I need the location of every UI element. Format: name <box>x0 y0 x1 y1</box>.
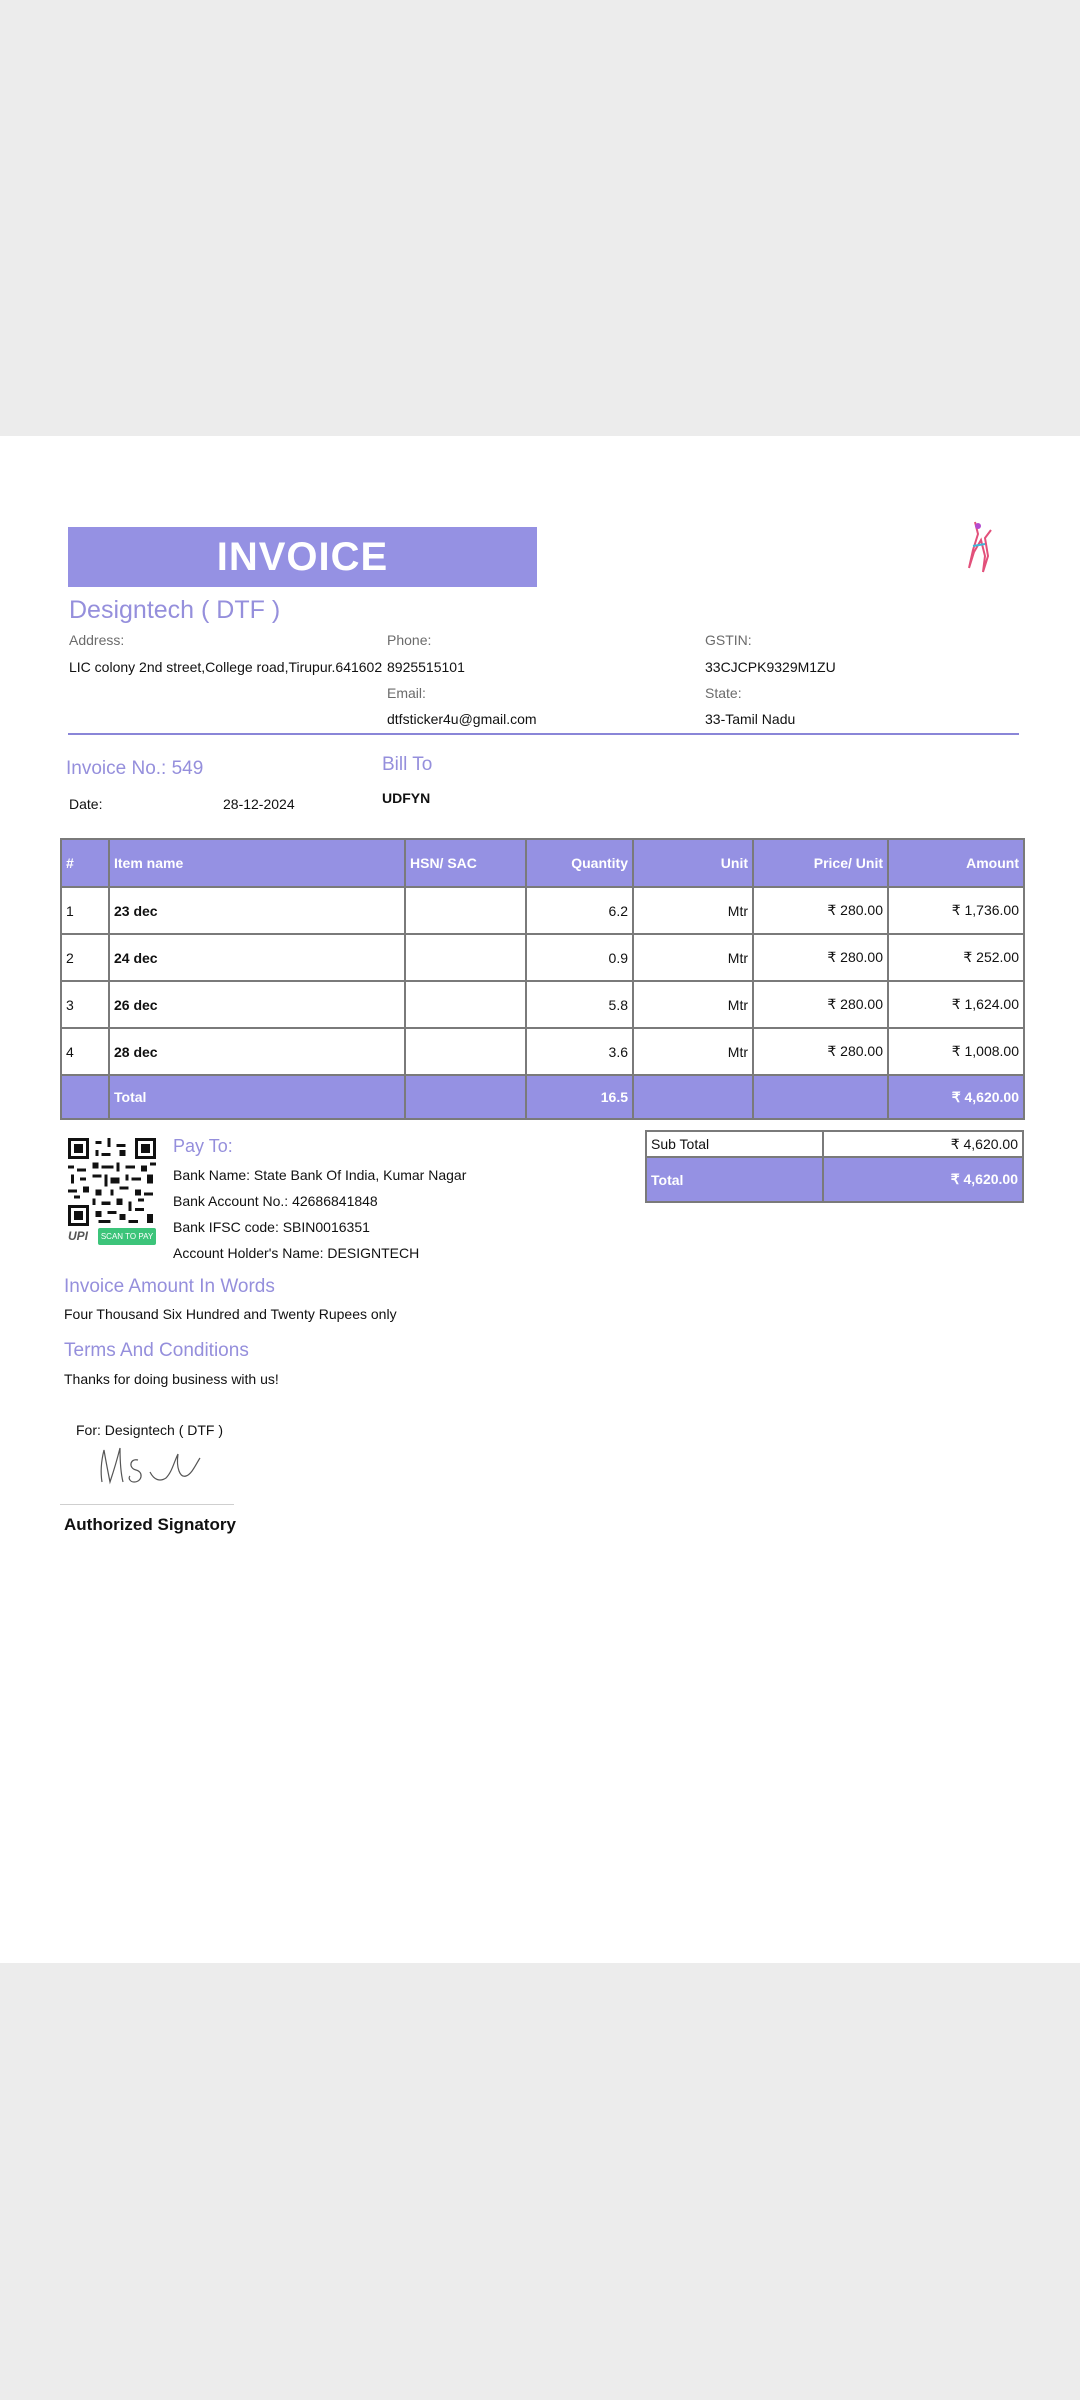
payment-qr-code <box>68 1138 156 1226</box>
phone-label: Phone: <box>387 632 432 648</box>
date-value: 28-12-2024 <box>223 796 295 812</box>
row-number: 4 <box>61 1028 109 1075</box>
col-header-amount: Amount <box>888 839 1024 887</box>
item-unit: Mtr <box>633 887 753 934</box>
col-header-unit: Unit <box>633 839 753 887</box>
business-name: Designtech ( DTF ) <box>69 596 281 624</box>
table-row <box>61 981 1024 1028</box>
summary-table <box>645 1130 1024 1203</box>
upi-logo: UPI <box>68 1229 89 1243</box>
item-hsn <box>405 887 526 934</box>
total-quantity: 16.5 <box>526 1075 633 1119</box>
item-hsn <box>405 981 526 1028</box>
authorized-signatory-label: Authorized Signatory <box>64 1515 236 1534</box>
bank-account-number: Bank Account No.: 42686841848 <box>173 1193 378 1209</box>
total-row-blank <box>61 1075 109 1119</box>
business-logo <box>955 516 1001 576</box>
item-quantity: 0.9 <box>526 934 633 981</box>
pay-to-label: Pay To: <box>173 1136 233 1156</box>
total-amount: ₹ 4,620.00 <box>888 1075 1024 1119</box>
email-value: dtfsticker4u@gmail.com <box>387 711 537 727</box>
item-name: 24 dec <box>109 934 405 981</box>
amount-in-words-text: Four Thousand Six Hundred and Twenty Rupees only <box>64 1306 397 1322</box>
row-number: 2 <box>61 934 109 981</box>
address-label: Address: <box>69 632 125 648</box>
table-row <box>61 887 1024 934</box>
signature-image <box>90 1442 210 1494</box>
item-amount: ₹ 1,736.00 <box>888 887 1024 934</box>
account-holder-name: Account Holder's Name: DESIGNTECH <box>173 1245 420 1261</box>
email-label: Email: <box>387 685 426 701</box>
item-amount: ₹ 252.00 <box>888 934 1024 981</box>
bank-name: Bank Name: State Bank Of India, Kumar Nagar <box>173 1167 467 1183</box>
terms-text: Thanks for doing business with us! <box>64 1371 279 1387</box>
row-number: 3 <box>61 981 109 1028</box>
item-hsn <box>405 1028 526 1075</box>
row-number: 1 <box>61 887 109 934</box>
item-name: 26 dec <box>109 981 405 1028</box>
total-label: Total <box>109 1075 405 1119</box>
gstin-value: 33CJCPK9329M1ZU <box>705 659 836 675</box>
items-total-row <box>61 1075 1024 1119</box>
summary-total-row <box>646 1157 1023 1202</box>
bank-ifsc-code: Bank IFSC code: SBIN0016351 <box>173 1219 370 1235</box>
item-price: ₹ 280.00 <box>753 887 888 934</box>
col-header-quantity: Quantity <box>526 839 633 887</box>
total-hsn-blank <box>405 1075 526 1119</box>
subtotal-row <box>646 1131 1023 1157</box>
state-value: 33-Tamil Nadu <box>705 711 796 727</box>
item-name: 23 dec <box>109 887 405 934</box>
total-unit-blank <box>633 1075 753 1119</box>
invoice-page <box>0 436 1080 1963</box>
col-header-price: Price/ Unit <box>753 839 888 887</box>
item-unit: Mtr <box>633 934 753 981</box>
summary-total-label: Total <box>646 1157 823 1202</box>
address-value: LIC colony 2nd street,College road,Tirupur.641602 <box>69 659 383 675</box>
col-header-hsn: HSN/ SAC <box>405 839 526 887</box>
invoice-number: Invoice No.: 549 <box>66 758 204 779</box>
item-quantity: 5.8 <box>526 981 633 1028</box>
gstin-label: GSTIN: <box>705 632 752 648</box>
item-price: ₹ 280.00 <box>753 1028 888 1075</box>
item-name: 28 dec <box>109 1028 405 1075</box>
subtotal-value: ₹ 4,620.00 <box>823 1131 1023 1157</box>
subtotal-label: Sub Total <box>646 1131 823 1157</box>
amount-in-words-title: Invoice Amount In Words <box>64 1276 275 1297</box>
upi-badge <box>68 1228 156 1246</box>
items-table <box>60 838 1025 1120</box>
col-header-item: Item name <box>109 839 405 887</box>
header-divider <box>68 733 1019 735</box>
item-unit: Mtr <box>633 1028 753 1075</box>
item-hsn <box>405 934 526 981</box>
item-quantity: 3.6 <box>526 1028 633 1075</box>
summary-total-value: ₹ 4,620.00 <box>823 1157 1023 1202</box>
terms-title: Terms And Conditions <box>64 1340 249 1361</box>
col-header-number: # <box>61 839 109 887</box>
item-quantity: 6.2 <box>526 887 633 934</box>
date-label: Date: <box>69 796 103 812</box>
signature-line <box>60 1504 234 1505</box>
total-price-blank <box>753 1075 888 1119</box>
items-header-row <box>61 839 1024 887</box>
scan-to-pay-label: SCAN TO PAY <box>98 1228 156 1245</box>
item-price: ₹ 280.00 <box>753 934 888 981</box>
item-amount: ₹ 1,624.00 <box>888 981 1024 1028</box>
table-row <box>61 934 1024 981</box>
signature-for-label: For: Designtech ( DTF ) <box>76 1422 224 1438</box>
item-unit: Mtr <box>633 981 753 1028</box>
bill-to-value: UDFYN <box>382 790 431 806</box>
item-amount: ₹ 1,008.00 <box>888 1028 1024 1075</box>
phone-value: 8925515101 <box>387 659 465 675</box>
bill-to-label: Bill To <box>382 754 433 775</box>
invoice-title-banner: INVOICE <box>68 527 537 587</box>
state-label: State: <box>705 685 742 701</box>
table-row <box>61 1028 1024 1075</box>
item-price: ₹ 280.00 <box>753 981 888 1028</box>
